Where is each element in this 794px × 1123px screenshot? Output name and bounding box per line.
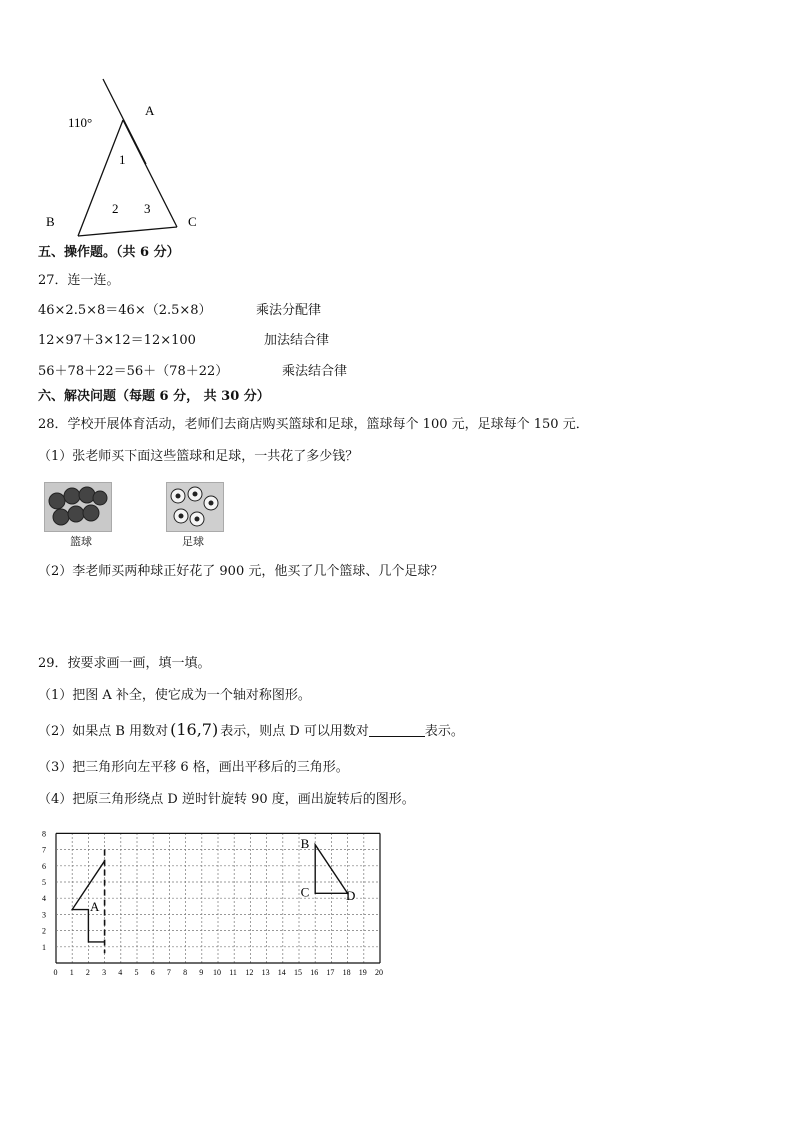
x-tick-label: 3 [102,968,107,977]
x-tick-label: 9 [199,968,204,977]
x-tick-label: 13 [261,968,270,977]
x-tick-label: 6 [150,968,155,977]
side-bc [78,227,177,236]
q28-title: 28．学校开展体育活动，老师们去商店购买篮球和足球，篮球每个 100 元，足球每个 150 元． [38,417,589,432]
side-ab [78,120,123,236]
vertex-b-label: B [46,214,55,229]
triangle-figure [40,70,220,245]
q29-part2-before: （2）如果点 B 用数对 [38,724,169,739]
section6-heading: 六、解决问题（每题 6 分， 共 30 分） [38,389,270,404]
basketball-icon [45,483,111,531]
x-tick-label: 12 [245,968,254,977]
q27-left-3: 56＋78＋22＝56＋（78＋22） [38,364,229,379]
q27-left-1: 46×2.5×8＝46×（2.5×8） [38,303,212,318]
q29-part2-after: 表示。 [424,724,464,739]
y-tick-label: 5 [42,878,46,887]
x-tick-label: 5 [134,968,139,977]
q28-part2: （2）李老师买两种球正好花了 900 元，他买了几个篮球、几个足球？ [38,564,444,579]
football-image [166,482,224,532]
q29-part3: （3）把三角形向左平移 6 格，画出平移后的三角形。 [38,760,349,775]
x-tick-label: 15 [294,968,302,977]
angle-1-label: 1 [119,152,126,167]
x-tick-label: 20 [375,968,383,977]
x-tick-label: 10 [213,968,221,977]
vertex-a-label: A [145,103,155,118]
q28-part1: （1）张老师买下面这些篮球和足球，一共花了多少钱？ [38,449,359,464]
x-tick-label: 18 [342,968,351,977]
angle-110-label: 110° [68,115,93,130]
angle-3-label: 3 [144,201,151,216]
q27-right-3: 乘法结合律 [282,364,348,379]
q27-title: 27．连一连。 [38,273,120,288]
x-tick-label: 19 [358,968,367,977]
q29-part2 [38,722,464,740]
y-tick-label: 7 [42,845,46,855]
q29-title: 29．按要求画一画，填一填。 [38,656,211,671]
y-tick-label: 3 [42,910,46,920]
x-tick-label: 8 [183,968,188,977]
q29-part2-pair: (16,7) [170,720,219,739]
label-b: B [300,835,310,851]
x-tick-label: 16 [310,968,319,977]
y-tick-label: 4 [42,894,46,904]
x-tick-label: 0 [53,968,58,977]
q29-part4: （4）把原三角形绕点 D 逆时针旋转 90 度，画出旋转后的图形。 [38,792,415,807]
football-icon [167,483,223,531]
y-tick-label: 1 [42,942,46,952]
q29-part1: （1）把图 A 补全，使它成为一个轴对称图形。 [38,688,311,703]
q27-right-2: 加法结合律 [264,333,330,348]
angle-2-label: 2 [112,201,119,216]
q27-right-1: 乘法分配律 [256,303,322,318]
label-c: C [300,884,310,900]
x-tick-label: 2 [85,968,90,977]
answer-blank[interactable] [369,724,425,737]
x-tick-label: 1 [69,968,74,977]
football-label: 足球 [182,535,204,548]
label-d: D [345,887,356,903]
q29-part2-middle: 表示，则点 D 可以用数对 [220,724,369,739]
basketball-label: 篮球 [70,535,92,548]
x-tick-label: 7 [166,968,171,977]
q27-left-2: 12×97＋3×12＝12×100 [38,333,196,348]
x-tick-label: 4 [118,968,123,977]
x-tick-label: 11 [229,968,237,977]
section5-heading: 五、操作题。（共 6 分） [38,245,180,260]
vertex-c-label: C [188,214,197,229]
y-tick-label: 2 [42,926,46,936]
basketball-image [44,482,112,532]
coordinate-grid [30,822,400,982]
y-tick-label: 8 [42,829,46,839]
x-tick-label: 14 [277,968,286,977]
x-tick-label: 17 [326,968,335,977]
label-a: A [90,899,100,915]
y-tick-label: 6 [42,861,46,871]
